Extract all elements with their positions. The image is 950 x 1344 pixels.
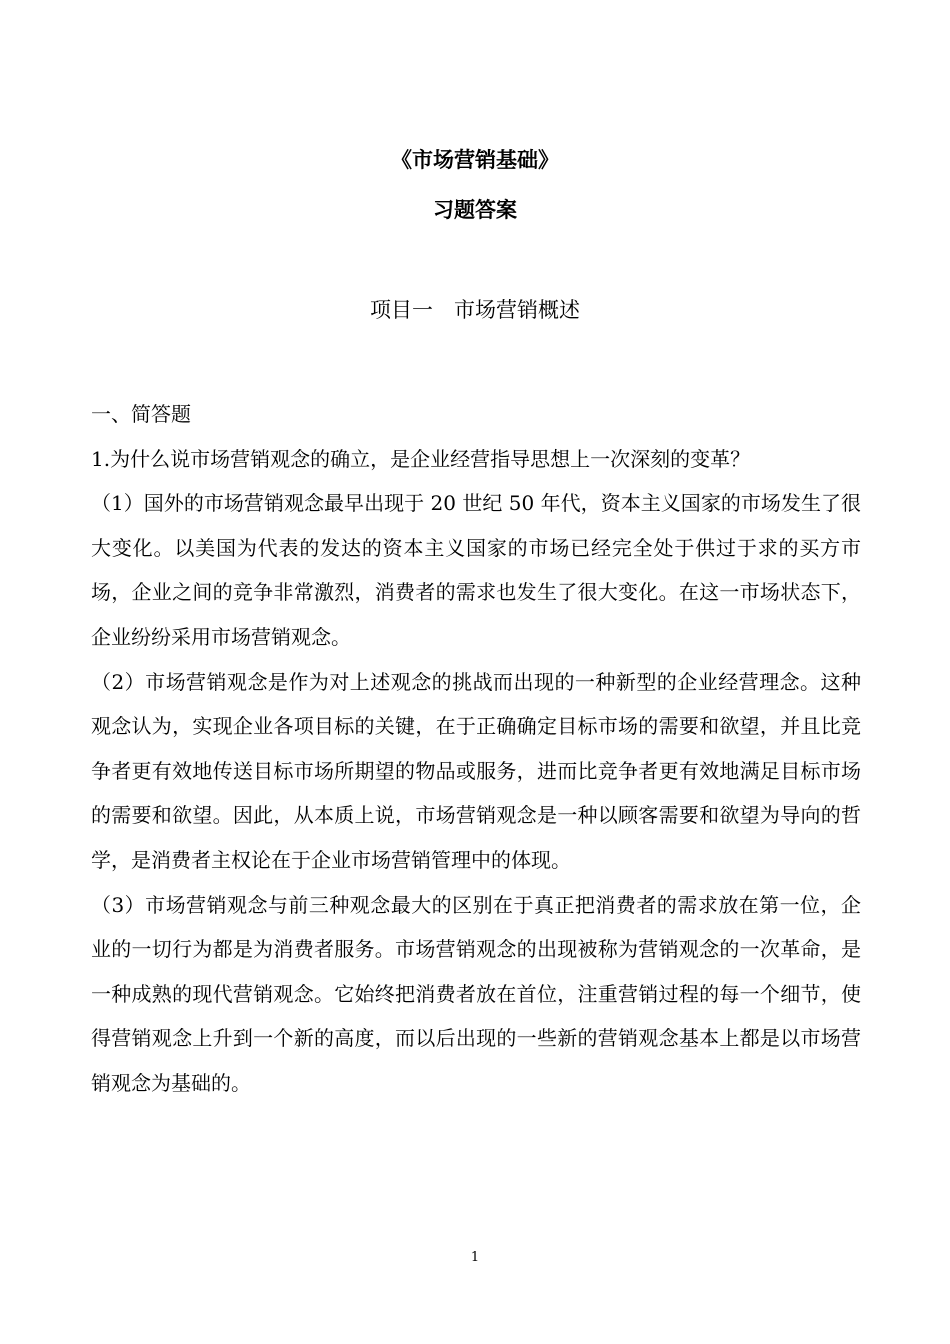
answer-paragraph-2: （2）市场营销观念是作为对上述观念的挑战而出现的一种新型的企业经营理念。这种观念认为，实现企业各项目标的关键，在于正确确定目标市场的需要和欲望，并且比竞争者更有效地传送目标市场所期望的物品或服务，进而比竞争者更有效地满足目标市场的需要和欲望。因此，从本质上说，市场营销观念是一种以顾客需要和欲望为导向的哲学，是消费者主权论在于企业市场营销管理中的体现。 (91, 669, 861, 872)
page-number: 1 (470, 1250, 480, 1265)
section-heading: 一、简答题 (91, 402, 191, 426)
document-title: 《市场营销基础》 (391, 147, 559, 172)
answer-paragraph-1: （1）国外的市场营销观念最早出现于 20 世纪 50 年代，资本主义国家的市场发生了很大变化。以美国为代表的发达的资本主义国家的市场已经完全处于供过于求的买方市场，企业之间的竞争非常激烈，消费者的需求也发生了很大变化。在这一市场状态下，企业纷纷采用市场营销观念。 (91, 491, 861, 649)
document-body (91, 392, 861, 1106)
document-subtitle: 习题答案 (433, 197, 517, 222)
question-text: 1.为什么说市场营销观念的确立，是企业经营指导思想上一次深刻的变革？ (91, 446, 751, 471)
chapter-heading: 项目一 市场营销概述 (370, 298, 580, 322)
answer-paragraph-3: （3）市场营销观念与前三种观念最大的区别在于真正把消费者的需求放在第一位，企业的一切行为都是为消费者服务。市场营销观念的出现被称为营销观念的一次革命，是一种成熟的现代营销观念。它始终把消费者放在首位，注重营销过程的每一个细节，使得营销观念上升到一个新的高度，而以后出现的一些新的营销观念基本上都是以市场营销观念为基础的。 (91, 892, 861, 1095)
